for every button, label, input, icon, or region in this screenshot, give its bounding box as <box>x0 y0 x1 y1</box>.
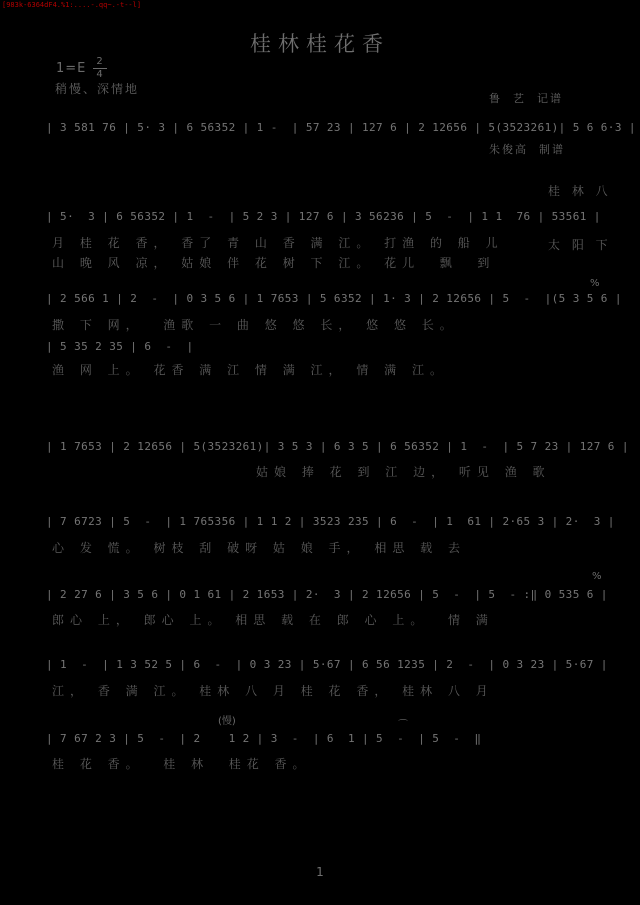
lyrics-line-9: 桂 花 香。 桂 林 桂花 香。 <box>52 757 311 771</box>
notation-line-5: | 1 7653 | 2 12656 | 5(3523261)| 3 5 3 | 6 3 5 | 6 56352 | 1 - | 5 7 23 | 127 6 | <box>46 440 629 453</box>
lyrics-line-4: 渔 网 上。 花香 满 江 情 满 江， 情 满 江。 <box>52 363 448 377</box>
lyrics-line-3: 撒 下 网， 渔歌 一 曲 悠 悠 长， 悠 悠 长。 <box>52 318 458 332</box>
segno-icon: % <box>592 571 602 582</box>
segno-icon: % <box>590 278 600 289</box>
fermata-icon: ⌒ <box>398 720 408 731</box>
credit-engraver: 朱俊高 制谱 <box>489 143 565 156</box>
notation-line-9: | 7 67 2 3 | 5 - | 2 1 2 | 3 - | 6 1 | 5 - | 5 - ‖ <box>46 732 482 745</box>
pickup-lyric-verse1: 桂 林 八 <box>548 184 612 198</box>
page-title: 桂林桂花香 <box>250 32 390 56</box>
time-signature-bottom: 4 <box>96 69 104 80</box>
page-number: 1 <box>316 865 324 879</box>
pickup-lyric-verse2: 太 阳 下 <box>548 238 612 252</box>
lyrics-line-2-verse1: 月 桂 花 香， 香了 青 山 香 满 江。 打渔 的 船 儿 <box>52 236 504 250</box>
tempo-marking: 稍慢、深情地 <box>55 82 140 96</box>
credit-notator: 鲁 艺 记谱 <box>489 92 563 105</box>
lyrics-line-6: 心 发 慌。 树枝 刮 破呀 姑 娘 手， 相思 载 去 <box>52 541 466 555</box>
notation-line-4: | 5 35 2 35 | 6 - | <box>46 340 194 353</box>
notation-line-3: | 2 566 1 | 2 - | 0 3 5 6 | 1 7653 | 5 6352 | 1· 3 | 2 12656 | 5 - |(5 3 5 6 | <box>46 292 622 305</box>
time-signature <box>93 57 106 80</box>
time-signature-top: 2 <box>93 57 106 69</box>
notation-line-6: | 7 6723 | 5 - | 1 765356 | 1 1 2 | 3523 235 | 6 - | 1 61 | 2·65 3 | 2· 3 | <box>46 515 615 528</box>
notation-line-7: | 2 27 6 | 3 5 6 | 0 1 61 | 2 1653 | 2· 3 | 2 12656 | 5 - | 5 - :‖ 0 535 6 | <box>46 588 608 601</box>
lyrics-line-5: 姑娘 捧 花 到 江 边， 听见 渔 歌 <box>256 465 551 479</box>
notation-line-8: | 1 - | 1 3 52 5 | 6 - | 0 3 23 | 5·67 | 6 56 1235 | 2 - | 0 3 23 | 5·67 | <box>46 658 608 671</box>
lyrics-line-7: 郎心 上， 郎心 上。 相思 载 在 郎 心 上。 情 满 <box>52 613 494 627</box>
ritardando-marking: (慢) <box>218 716 236 727</box>
key-signature-text: 1=E <box>56 61 87 76</box>
lyrics-line-8: 江， 香 满 江。 桂林 八 月 桂 花 香， 桂林 八 月 <box>52 684 494 698</box>
watermark-text: [983k-6364dF4.%1:....-.qq~.-t--l] <box>2 1 142 9</box>
notation-line-2: | 5· 3 | 6 56352 | 1 - | 5 2 3 | 127 6 | 3 56236 | 5 - | 1 1 76 | 53561 | <box>46 210 601 223</box>
notation-line-1: | 3 581 76 | 5· 3 | 6 56352 | 1 - | 57 23 | 127 6 | 2 12656 | 5(3523261)| 5 6 6·3 | <box>46 121 636 134</box>
lyrics-line-2-verse2: 山 晚 风 凉， 姑娘 伴 花 树 下 江。 花儿 飘 到 <box>52 256 496 270</box>
key-signature <box>56 57 107 80</box>
